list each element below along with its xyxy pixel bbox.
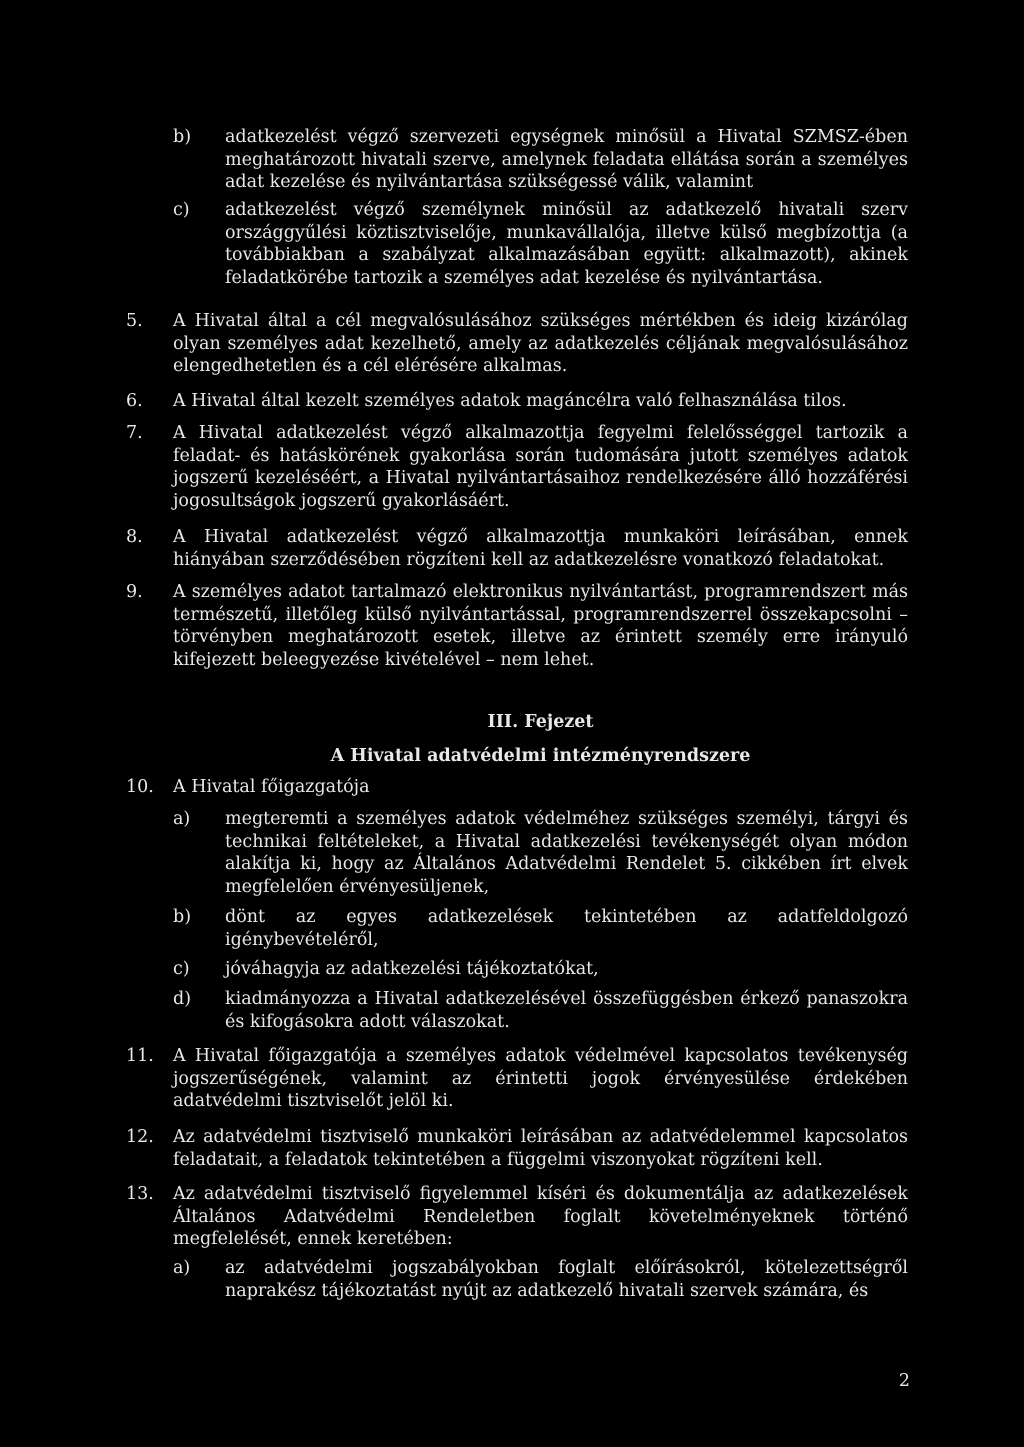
list-item-10c [173, 958, 908, 981]
item-text: adatkezelést végző szervezeti egységnek minősül a Hivatal SZMSZ-ében meghatározott hivatali szerve, amelynek feladata ellátása során a személyes adat kezelése és nyilvántartása szükségessé válik, valamint [225, 127, 908, 192]
paragraph-12 [126, 1126, 908, 1171]
paragraph-13 [126, 1183, 908, 1251]
item-text: az adatvédelmi jogszabályokban foglalt előírásokról, kötelezettségről naprakész tájékoztatást nyújt az adatkezelő hivatali szervek számára, és [225, 1258, 908, 1301]
paragraph-11 [126, 1045, 908, 1113]
paragraph-10 [126, 776, 908, 799]
paragraph-text: A Hivatal adatkezelést végző alkalmazottja munkaköri leírásában, ennek hiányában szerződésében rögzíteni kell az adatkezelésre vonatkozó feladatokat. [173, 527, 908, 570]
paragraph-text: A Hivatal adatkezelést végző alkalmazottja fegyelmi felelősséggel tartozik a feladat- és hatáskörének gyakorlása során tudomására jutott személyes adatok jogszerű kezeléséért, a Hivatal nyilvántartásaihoz rendelkezésére álló hozzáférési jogosultságok jogszerű gyakorlásáért. [173, 423, 908, 511]
item-label: b) [173, 127, 192, 147]
paragraph-number: 7. [126, 423, 143, 443]
paragraph-number: 8. [126, 527, 143, 547]
paragraph-number: 5. [126, 311, 143, 331]
item-text: megteremti a személyes adatok védelméhez szükséges személyi, tárgyi és technikai feltételeket, a Hivatal adatkezelési tevékenységét olyan módon alakítja ki, hogy az Általános Adatvédelmi Rendelet 5. cikkében írt elvek megfelelően érvényesüljenek, [225, 809, 908, 897]
paragraph-text: A Hivatal által a cél megvalósulásához szükséges mértékben és ideig kizárólag olyan személyes adat kezelhető, amely az adatkezelés céljának megvalósulásához elengedhetetlen és a cél elérésére alkalmas. [173, 311, 908, 376]
list-item-13a [173, 1257, 908, 1302]
paragraph-text: A Hivatal által kezelt személyes adatok magáncélra való felhasználása tilos. [173, 391, 847, 411]
page-number: 2 [898, 1371, 910, 1391]
paragraph-text: Az adatvédelmi tisztviselő munkaköri leírásában az adatvédelemmel kapcsolatos feladatait, a feladatok tekintetében a függelmi viszonyokat rögzíteni kell. [173, 1127, 908, 1170]
paragraph-number: 6. [126, 391, 143, 411]
item-label: c) [173, 959, 190, 979]
list-item-10a [173, 808, 908, 898]
paragraph-number: 9. [126, 582, 143, 602]
list-item-c [173, 199, 908, 289]
paragraph-text: Az adatvédelmi tisztviselő figyelemmel kíséri és dokumentálja az adatkezelések Általános Adatvédelmi Rendeletben foglalt követelményeknek történő megfelelését, ennek keretében: [173, 1184, 908, 1249]
paragraph-text: A Hivatal főigazgatója a személyes adatok védelmével kapcsolatos tevékenység jogszerűségének, valamint az érintetti jogok érvényesülése érdekében adatvédelmi tisztviselőt jelöl ki. [173, 1046, 908, 1111]
item-text: jóváhagyja az adatkezelési tájékoztatókat, [225, 959, 599, 979]
list-item-10b [173, 906, 908, 951]
item-label: c) [173, 200, 190, 220]
item-label: d) [173, 989, 192, 1009]
paragraph-5 [126, 310, 908, 378]
paragraph-7 [126, 422, 908, 512]
paragraph-number: 13. [126, 1184, 154, 1204]
paragraph-9 [126, 581, 908, 671]
item-text: kiadmányozza a Hivatal adatkezelésével összefüggésben érkező panaszokra és kifogásokra adott válaszokat. [225, 989, 908, 1032]
chapter-number: III. Fejezet [487, 712, 594, 732]
item-label: a) [173, 1258, 191, 1278]
paragraph-8 [126, 526, 908, 571]
item-label: b) [173, 907, 192, 927]
chapter-title: A Hivatal adatvédelmi intézményrendszere [330, 746, 751, 766]
paragraph-number: 10. [126, 777, 154, 797]
item-label: a) [173, 809, 191, 829]
list-item-b [173, 126, 908, 194]
item-text: dönt az egyes adatkezelések tekintetében az adatfeldolgozó igénybevételéről, [225, 907, 908, 950]
paragraph-number: 11. [126, 1046, 154, 1066]
paragraph-text: A személyes adatot tartalmazó elektronikus nyilvántartást, programrendszert más természetű, illetőleg külső nyilvántartással, programrendszerrel összekapcsolni – törvényben meghatározott esetek, illetve az érintett személy erre irányuló kifejezett beleegyezése kivételével – nem lehet. [173, 582, 908, 670]
paragraph-6 [126, 390, 908, 413]
paragraph-text: A Hivatal főigazgatója [173, 777, 370, 797]
list-item-10d [173, 988, 908, 1033]
item-text: adatkezelést végző személynek minősül az adatkezelő hivatali szerv országgyűlési köztisztviselője, munkavállalója, illetve külső megbízottja (a továbbiakban a szabályzat alkalmazásában együtt: alkalmazott), akinek feladatkörébe tartozik a személyes adat kezelése és nyilvántartása. [225, 200, 908, 288]
paragraph-number: 12. [126, 1127, 154, 1147]
